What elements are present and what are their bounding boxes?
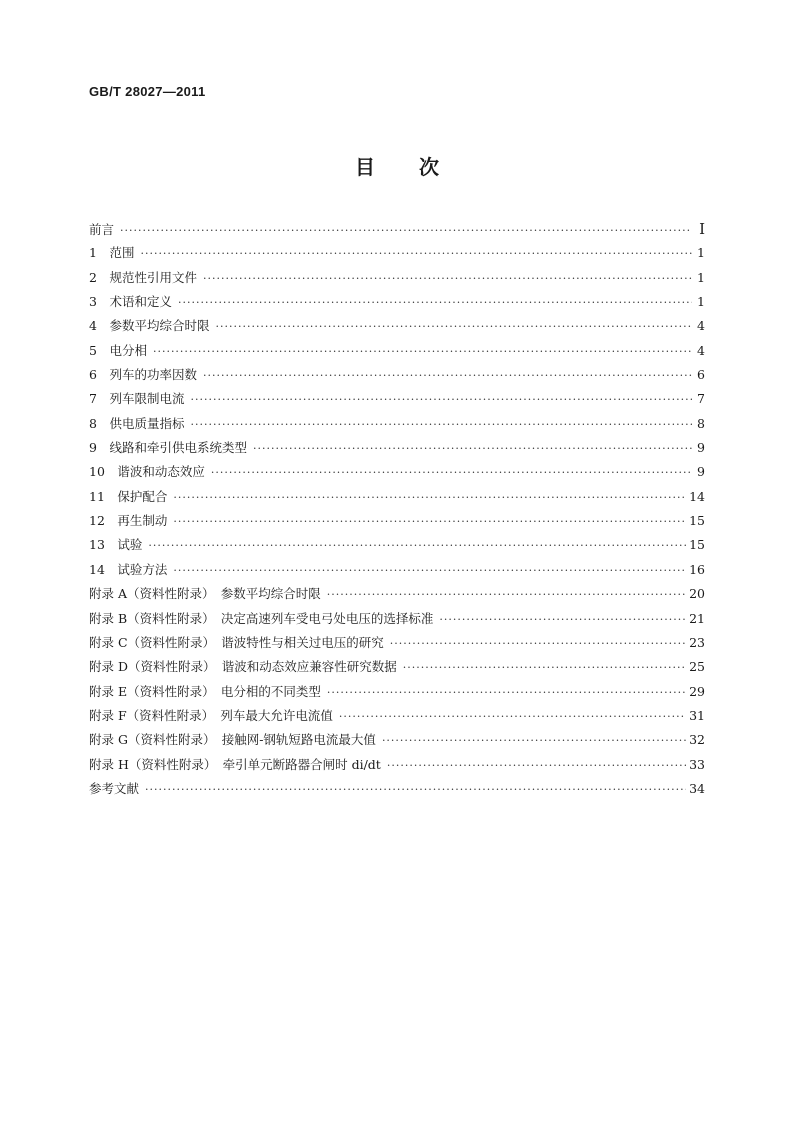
toc-entry[interactable] [89, 558, 705, 582]
toc-entry-title: 9 线路和牵引供电系统类型 [89, 440, 247, 456]
toc-entry-page: 9 [697, 464, 705, 480]
toc-leader-dots [203, 364, 692, 388]
toc-entry[interactable] [89, 631, 705, 655]
toc-entry-page: 6 [697, 367, 705, 383]
toc-entry[interactable] [89, 655, 705, 679]
toc-leader-dots [190, 388, 692, 412]
toc-entry[interactable] [89, 509, 705, 533]
page-title: 目次 [355, 155, 483, 179]
toc-leader-dots [173, 559, 686, 583]
toc-entry-title: 3 术语和定义 [89, 294, 172, 310]
toc-entry-title: 附录 C（资料性附录） 谐波特性与相关过电压的研究 [89, 634, 384, 650]
toc-entry-page: 20 [689, 586, 705, 602]
table-of-contents [89, 217, 705, 801]
toc-entry[interactable] [89, 436, 705, 460]
toc-entry-page: 7 [697, 391, 705, 407]
toc-entry[interactable] [89, 241, 705, 265]
toc-entry-title: 10 谐波和动态效应 [89, 464, 205, 480]
toc-entry-page: 33 [689, 756, 705, 772]
toc-entry[interactable] [89, 777, 705, 801]
toc-entry-title: 前言 [89, 222, 115, 237]
toc-entry[interactable] [89, 485, 705, 509]
toc-entry[interactable] [89, 363, 705, 387]
toc-entry-title: 附录 F（资料性附录） 列车最大允许电流值 [89, 707, 333, 723]
toc-entry-title: 5 电分相 [89, 342, 147, 358]
toc-entry-page: 16 [689, 561, 705, 577]
toc-entry-title: 附录 A（资料性附录） 参数平均综合时限 [89, 586, 321, 602]
toc-entry[interactable] [89, 680, 705, 704]
standard-code: GB/T 28027—2011 [89, 84, 206, 99]
toc-leader-dots [173, 510, 686, 534]
toc-leader-dots [403, 656, 686, 680]
toc-entry[interactable] [89, 460, 705, 484]
toc-entry[interactable] [89, 582, 705, 606]
toc-entry-title: 8 供电质量指标 [89, 415, 185, 431]
toc-leader-dots [145, 778, 686, 802]
toc-entry[interactable] [89, 290, 705, 314]
toc-entry[interactable] [89, 314, 705, 338]
toc-entry-page: 1 [697, 245, 705, 261]
toc-leader-dots [203, 267, 692, 291]
toc-entry-title: 7 列车限制电流 [89, 391, 185, 407]
toc-entry-title: 附录 G（资料性附录） 接触网-钢轨短路电流最大值 [89, 732, 376, 748]
toc-leader-dots [439, 608, 686, 632]
toc-entry-page: 15 [689, 513, 705, 529]
toc-entry-title: 11 保护配合 [89, 488, 168, 504]
toc-entry[interactable] [89, 753, 705, 777]
toc-entry-title: 1 范围 [89, 245, 135, 261]
toc-leader-dots [148, 534, 686, 558]
toc-leader-dots [387, 754, 686, 778]
toc-entry-title: 13 试验 [89, 537, 143, 553]
toc-entry[interactable] [89, 533, 705, 557]
toc-entry[interactable] [89, 339, 705, 363]
toc-leader-dots [253, 437, 692, 461]
toc-entry-page: 29 [689, 683, 705, 699]
toc-leader-dots [190, 413, 692, 437]
toc-entry-page: 21 [689, 610, 705, 626]
toc-leader-dots [211, 461, 692, 485]
toc-entry-title: 14 试验方法 [89, 561, 168, 577]
toc-entry-page: Ⅰ [699, 220, 705, 238]
toc-entry-page: 23 [689, 634, 705, 650]
toc-entry-title: 2 规范性引用文件 [89, 269, 197, 285]
toc-entry-title: 4 参数平均综合时限 [89, 318, 210, 334]
toc-leader-dots [390, 632, 686, 656]
toc-entry-page: 15 [689, 537, 705, 553]
toc-leader-dots [120, 219, 692, 243]
toc-leader-dots [173, 486, 686, 510]
toc-entry[interactable] [89, 217, 705, 241]
toc-entry[interactable] [89, 704, 705, 728]
toc-entry-title: 附录 B（资料性附录） 决定高速列车受电弓处电压的选择标准 [89, 610, 434, 626]
toc-entry[interactable] [89, 607, 705, 631]
toc-entry-title: 参考文献 [89, 780, 140, 796]
toc-entry-page: 25 [689, 659, 705, 675]
toc-entry-page: 31 [689, 707, 705, 723]
toc-leader-dots [382, 729, 686, 753]
toc-entry[interactable] [89, 266, 705, 290]
toc-entry-page: 1 [697, 269, 705, 285]
toc-entry-title: 附录 H（资料性附录） 牵引单元断路器合闸时 di/dt [89, 756, 381, 772]
toc-entry-page: 34 [689, 780, 705, 796]
toc-entry-title: 12 再生制动 [89, 513, 168, 529]
toc-entry-page: 9 [697, 440, 705, 456]
toc-entry-page: 14 [689, 488, 705, 504]
toc-leader-dots [339, 705, 686, 729]
toc-entry-title: 附录 D（资料性附录） 谐波和动态效应兼容性研究数据 [89, 659, 397, 675]
toc-entry[interactable] [89, 728, 705, 752]
toc-entry-title: 附录 E（资料性附录） 电分相的不同类型 [89, 683, 321, 699]
toc-leader-dots [178, 291, 692, 315]
toc-entry-page: 4 [697, 318, 705, 334]
toc-leader-dots [153, 340, 692, 364]
toc-entry-page: 4 [697, 342, 705, 358]
toc-leader-dots [215, 315, 692, 339]
toc-entry-page: 8 [697, 415, 705, 431]
toc-entry-title: 6 列车的功率因数 [89, 367, 197, 383]
toc-entry-page: 1 [697, 294, 705, 310]
toc-entry[interactable] [89, 412, 705, 436]
toc-leader-dots [327, 583, 686, 607]
toc-entry-page: 32 [689, 732, 705, 748]
toc-leader-dots [327, 681, 686, 705]
toc-leader-dots [140, 242, 692, 266]
toc-entry[interactable] [89, 387, 705, 411]
